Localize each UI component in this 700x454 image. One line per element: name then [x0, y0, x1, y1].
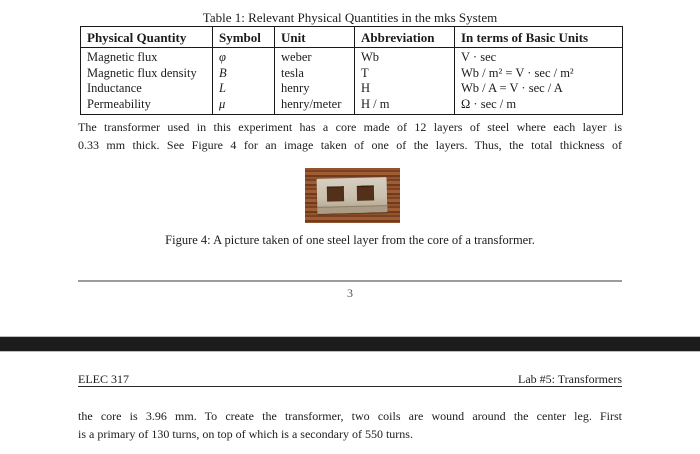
cell-basic-units: Wb / A = V · sec / A — [455, 81, 623, 97]
figure4-steel-layer-photo — [305, 168, 400, 223]
col-header-abbreviation: Abbreviation — [355, 27, 455, 48]
paragraph-line: the core is 3.96 mm. To create the transformer, two coils are wound around the center leg. First — [78, 409, 622, 423]
cell-unit: weber — [275, 48, 355, 66]
cell-symbol: L — [213, 81, 275, 97]
header-course-code: ELEC 317 — [78, 372, 129, 386]
page-break-bar — [0, 336, 700, 352]
table1-title: Table 1: Relevant Physical Quantities in the mks System — [202, 10, 498, 25]
col-header-unit: Unit — [275, 27, 355, 48]
cell-abbreviation: H / m — [355, 97, 455, 115]
cell-abbreviation: T — [355, 66, 455, 82]
table-row — [81, 48, 623, 66]
paragraph-line: The transformer used in this experiment has a core made of 12 layers of steel where each layer is — [78, 120, 622, 134]
cell-quantity: Magnetic flux density — [81, 66, 213, 82]
header-lab-title: Lab #5: Transformers — [518, 372, 622, 386]
figure4-caption: Figure 4: A picture taken of one steel layer from the core of a transformer. — [165, 233, 535, 247]
paragraph-line: is a primary of 130 turns, on top of which is a secondary of 550 turns. — [78, 426, 413, 441]
cell-unit: henry — [275, 81, 355, 97]
cell-basic-units: V · sec — [455, 48, 623, 66]
cell-quantity: Magnetic flux — [81, 48, 213, 66]
table-header-row — [81, 27, 623, 48]
table-row — [81, 81, 623, 97]
body-paragraph-core-layers — [78, 119, 622, 154]
cell-quantity: Inductance — [81, 81, 213, 97]
cell-abbreviation: H — [355, 81, 455, 97]
cell-unit: henry/meter — [275, 97, 355, 115]
cell-basic-units: Ω · sec / m — [455, 97, 623, 115]
cell-symbol: φ — [213, 48, 275, 66]
page4-header-rule — [78, 386, 622, 387]
page4-header — [78, 372, 622, 387]
cell-symbol: B — [213, 66, 275, 82]
cell-abbreviation: Wb — [355, 48, 455, 66]
paragraph-line: 0.33 mm thick. See Figure 4 for an image taken of one of the layers. Thus, the total thickness of — [78, 137, 622, 152]
lamination-bottom-bar — [317, 205, 387, 214]
cell-unit: tesla — [275, 66, 355, 82]
cell-basic-units: Wb / m² = V · sec / m² — [455, 66, 623, 82]
table-row — [81, 66, 623, 82]
lamination-window-right — [357, 185, 374, 200]
page-number: 3 — [347, 286, 353, 300]
table-row — [81, 97, 623, 115]
col-header-physical-quantity: Physical Quantity — [81, 27, 213, 48]
steel-lamination-shape — [317, 177, 388, 214]
body-paragraph-transformer-coils — [78, 408, 622, 443]
page3-footer-rule — [78, 280, 622, 282]
lamination-window-left — [327, 186, 344, 201]
cell-quantity: Permeability — [81, 97, 213, 115]
cell-symbol: μ — [213, 97, 275, 115]
col-header-symbol: Symbol — [213, 27, 275, 48]
col-header-basic-units: In terms of Basic Units — [455, 27, 623, 48]
physical-quantities-table — [80, 26, 622, 115]
